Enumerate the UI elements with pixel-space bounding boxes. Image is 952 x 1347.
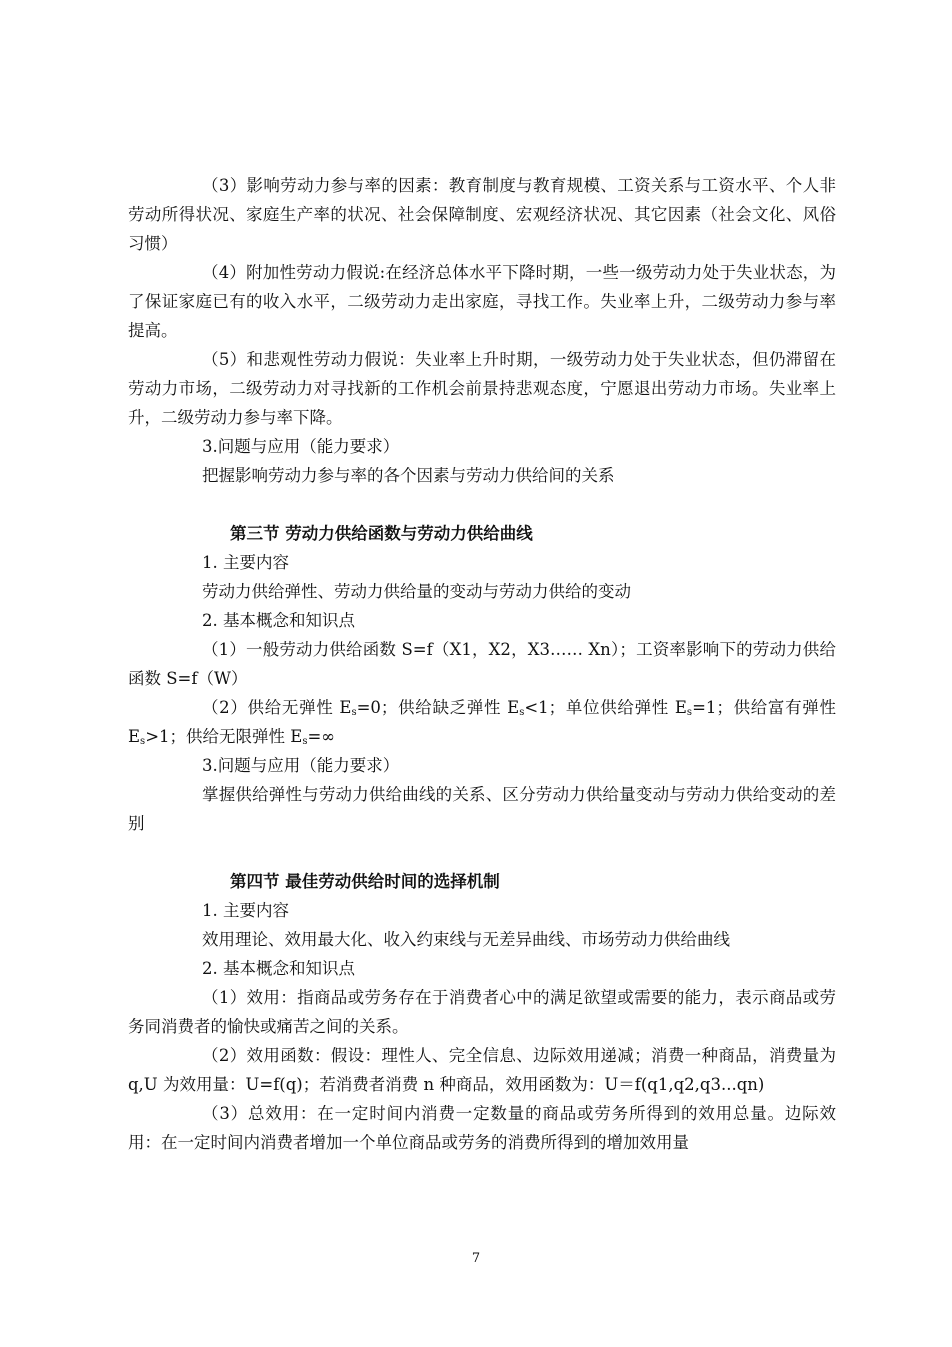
subheading-concepts: 2. 基本概念和知识点 xyxy=(202,611,355,630)
subheading-concepts: 2. 基本概念和知识点 xyxy=(202,959,355,978)
paragraph-additional-worker-hypothesis: （4）附加性劳动力假说:在经济总体水平下降时期，一些一级劳动力处于失业状态，为了保证家庭已有的收入水平，二级劳动力走出家庭，寻找工作。失业率上升，二级劳动力参与率提高。 xyxy=(128,263,836,340)
subheading-questions: 3.问题与应用（能力要求） xyxy=(202,756,400,775)
paragraph-total-marginal-utility: （3）总效用：在一定时间内消费一定数量的商品或劳务所得到的效用总量。边际效用：在一定时间内消费者增加一个单位商品或劳务的消费所得到的增加效用量 xyxy=(128,1104,836,1152)
paragraph-utility: （1）效用：指商品或劳务存在于消费者心中的满足欲望或需要的能力，表示商品或劳务同消费者的愉快或痛苦之间的关系。 xyxy=(128,988,836,1036)
paragraph-utility-function: （2）效用函数：假设：理性人、完全信息、边际效用递减；消费一种商品，消费量为 q,U 为效用量：U=f(q)；若消费者消费 n 种商品，效用函数为：U＝f(q1,q2,q3...qn) xyxy=(128,1046,836,1094)
section-title-4: 第四节 最佳劳动供给时间的选择机制 xyxy=(230,872,500,891)
paragraph-main-content: 劳动力供给弹性、劳动力供给量的变动与劳动力供给的变动 xyxy=(202,582,631,601)
subheading-main-content: 1. 主要内容 xyxy=(202,901,289,920)
paragraph-questions: 把握影响劳动力参与率的各个因素与劳动力供给间的关系 xyxy=(202,466,615,485)
subheading-main-content: 1. 主要内容 xyxy=(202,553,289,572)
subheading-questions: 3.问题与应用（能力要求） xyxy=(202,437,400,456)
page-number: 7 xyxy=(471,1251,481,1266)
page-content xyxy=(128,171,836,1157)
section-title-3: 第三节 劳动力供给函数与劳动力供给曲线 xyxy=(230,524,533,543)
paragraph-questions: 掌握供给弹性与劳动力供给曲线的关系、区分劳动力供给量变动与劳动力供给变动的差别 xyxy=(128,785,836,833)
paragraph-discouraged-worker-hypothesis: （5）和悲观性劳动力假说：失业率上升时期，一级劳动力处于失业状态，但仍滞留在劳动力市场，二级劳动力对寻找新的工作机会前景持悲观态度，宁愿退出劳动力市场。失业率上升，二级劳动力参与率下降。 xyxy=(128,350,836,427)
paragraph-supply-elasticity: （2）供给无弹性 $E_s=0$；供给缺乏弹性 $E_s<1$；单位供给弹性 $E_s=1$；供给富有弹性 $E_s>1$；供给无限弹性 $E_s=\infty$ xyxy=(128,698,836,747)
paragraph-supply-function: （1）一般劳动力供给函数 S=f（X1，X2，X3…… Xn）；工资率影响下的劳动力供给函数 S=f（W） xyxy=(128,640,836,688)
paragraph-main-content: 效用理论、效用最大化、收入约束线与无差异曲线、市场劳动力供给曲线 xyxy=(202,930,730,949)
paragraph-participation-factors: （3）影响劳动力参与率的因素：教育制度与教育规模、工资关系与工资水平、个人非劳动所得状况、家庭生产率的状况、社会保障制度、宏观经济状况、其它因素（社会文化、风俗习惯） xyxy=(128,176,836,253)
